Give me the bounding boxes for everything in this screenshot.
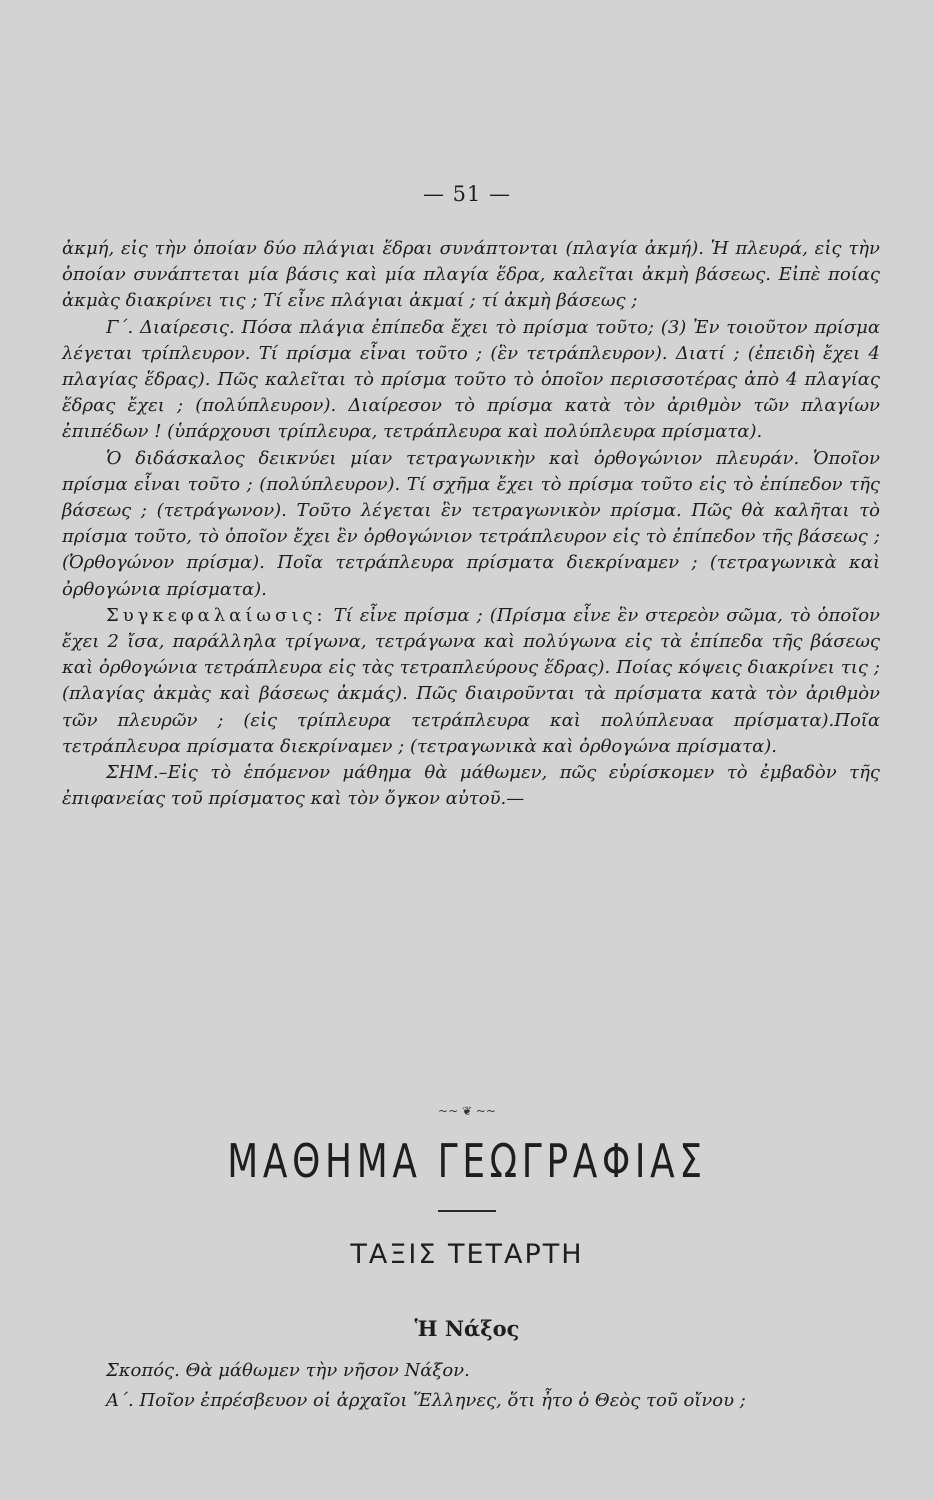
class-subheading: ΤΑΞΙΣ ΤΕΤΑΡΤΗ [350,1239,584,1270]
lesson-text [62,1356,880,1416]
summary-lead: Συγκεφαλαίωσις: [106,604,327,626]
paragraph-5: ΣΗΜ.–Εἰς τὸ ἑπόμενον μάθημα θὰ μάθωμεν, πῶς εὑρίσκομεν τὸ ἐμβαδὸν τῆς ἐπιφανείας τοῦ πρίσματος καὶ τὸν ὄγκον αὐτοῦ.— [62,762,880,810]
lesson-heading: ΜΑΘΗΜΑ ΓΕΩΓΡΑΦΙΑΣ [227,1134,707,1188]
page-number: — 51 — [422,182,512,206]
heading-rule [438,1210,496,1212]
ornament-divider: ~~ ❦ ~~ [438,1104,496,1118]
lesson-line-1: Σκοπός. Θὰ μάθωμεν τὴν νῆσον Νάξον. [106,1360,470,1381]
paragraph-4 [62,603,880,760]
summary-text: Τί εἶνε πρίσμα ; (Πρίσμα εἶνε ἓν στερεὸν σῶμα, τὸ ὁποῖον ἔχει 2 ἴσα, παράλληλα τρίγωνα, τετράγωνα καὶ πολύγωνα εἰς τὰ ἐπίπεδα τῆς βάσεως καὶ ὀρθογώνια τετράπλευρα εἰς τὰς τετραπλεύρους ἕδρας). Ποίας κόψεις διακρίνει τις ;(πλαγίας ἀκμὰς καὶ βάσεως ἀκμάς). Πῶς διαιροῦνται τὰ πρίσματα κατὰ τὸν ἀριθμὸν τῶν πλευρῶν ; (εἰς τρίπλευρα τετράπλευρα καὶ πολύπλευαα πρίσματα).Ποῖα τετράπλευρα πρίσματα διεκρίναμεν ; (τετραγωνικὰ καὶ ὀρθογώνα πρίσματα). [62,604,880,757]
lesson-line-2: Α΄. Ποῖον ἐπρέσβευον οἱ ἀρχαῖοι Ἕλληνες, ὅτι ἦτο ὁ Θεὸς τοῦ οἴνου ; [106,1390,746,1411]
body-text [62,236,880,812]
paragraph-2: Γ΄. Διαίρεσις. Πόσα πλάγια ἐπίπεδα ἔχει τὸ πρίσμα τοῦτο; (3) Ἐν τοιοῦτον πρίσμα λέγεται τρίπλευρον. Τί πρίσμα εἶναι τοῦτο ; (ἓν τετράπλευρον). Διατί ; (ἐπειδὴ ἔχει 4 πλαγίας ἕδρας). Πῶς καλεῖται τὸ πρίσμα τοῦτο τὸ ὁποῖον περισσοτέρας ἀπὸ 4 πλαγίας ἕδρας ἔχει ; (πολύπλευρον). Διαίρεσον τὸ πρίσμα κατὰ τὸν ἀριθμὸν τῶν πλαγίων ἐπιπέδων ! (ὑπάρχουσι τρίπλευρα, τετράπλευρα καὶ πολύπλευρα πρίσματα). [62,316,880,443]
paragraph-1: ἀκμή, εἰς τὴν ὁποίαν δύο πλάγιαι ἕδραι συνάπτονται (πλαγία ἀκμή). Ἡ πλευρά, εἰς τὴν ὁποίαν συνάπτεται μία βάσις καὶ μία πλαγία ἕδρα, καλεῖται ἀκμὴ βάσεως. Εἰπὲ ποίας ἀκμὰς διακρίνει τις ; Τί εἶνε πλάγιαι ἀκμαί ; τί ἀκμὴ βάσεως ; [62,238,880,312]
paragraph-3: Ὁ διδάσκαλος δεικνύει μίαν τετραγωνικὴν καὶ ὀρθογώνιον πλευράν. Ὁποῖον πρίσμα εἶναι τοῦτο ; (πολύπλευρον). Τί σχῆμα ἔχει τὸ πρίσμα τοῦτο εἰς τὸ ἐπίπεδον τῆς βάσεως ; (τετράγωνον). Τοῦτο λέγεται ἓν τετραγωνικὸν πρίσμα. Πῶς θὰ καλῆται τὸ πρίσμα τοῦτο, τὸ ὁποῖον ἔχει ἓν ὀρθογώνιον τετράπλευρον εἰς τὸ ἐπίπεδον τῆς βάσεως ; (Ὀρθογώνον πρίσμα). Ποῖα τετράπλευρα πρίσματα διεκρίναμεν ; (τετραγωνικὰ καὶ ὀρθογώνια πρίσματα). [62,447,880,600]
section-title: Ἡ Νάξος [414,1316,520,1341]
